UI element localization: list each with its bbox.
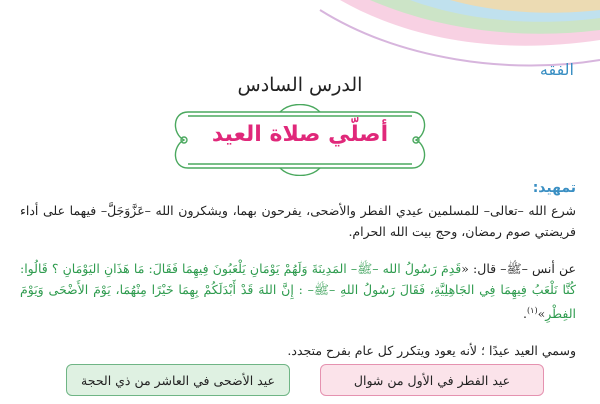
footnote-mark: (١): [527, 306, 538, 315]
hadith-paragraph: عن أنس –ﷺ– قال: «قَدِمَ رَسُولُ الله –ﷺ– المَدِينَةَ وَلَهُمْ يَوْمَانِ يَلْعَبُونَ فِيهِمَا فَقَالَ: مَا هَذَانِ اليَوْمَانِ ؟ قَالُوا: كُنَّا نَلْعَبُ فِيهِمَا فِي الجَاهِلِيَّةِ، فَقَالَ رَسُولُ اللهِ –ﷺ– : إِنَّ اللهَ قَدْ أَبْدَلَكُمْ بِهِمَا خَيْرًا مِنْهُمَا، يَوْمَ الأَضْحَى وَيَوْمَ الفِطْرِ»$^{(١)}$.: [20, 261, 577, 322]
eid-adha-label: عيد الأضحى في العاشر من ذي الحجة: [81, 372, 275, 388]
intro-heading: تمهيد:: [532, 180, 576, 196]
eid-meaning-paragraph: وسمي العيد عيدًا ؛ لأنه يعود ويتكرر كل عام بفرح متجدد.: [287, 343, 576, 358]
hadith-text: قَدِمَ رَسُولُ الله –ﷺ– المَدِينَةَ وَلَهُمْ يَوْمَانِ يَلْعَبُونَ فِيهِمَا فَقَالَ: مَا هَذَانِ اليَوْمَانِ ؟ قَالُوا: كُنَّا نَلْعَبُ فِيهِمَا فِي الجَاهِلِيَّةِ، فَقَالَ رَسُولُ اللهِ –ﷺ– : إِنَّ اللهَ قَدْ أَبْدَلَكُمْ بِهِمَا خَيْرًا مِنْهُمَا، يَوْمَ الأَضْحَى وَيَوْمَ الفِطْرِ: [20, 261, 577, 322]
eid-fitr-box: [320, 364, 544, 396]
lesson-number: الدرس السادس: [237, 74, 363, 96]
subject-label: الفقه: [539, 60, 574, 79]
hadith-close: »: [537, 306, 546, 322]
intro-paragraph: شرع الله –تعالى– للمسلمين عيدي الفطر والأضحى، يفرحون بهما، ويشكرون الله –عَزَّوَجَلَّ– فيهما على أداء فريضتي صوم رمضان، وحج بيت الله الحرام.: [20, 203, 576, 239]
eid-fitr-label: عيد الفطر في الأول من شوال: [353, 372, 511, 388]
eid-adha-box: [66, 364, 290, 396]
hadith-narrator: عن أنس –ﷺ– قال: «: [461, 261, 576, 276]
lesson-title: أصلّي صلاة العيد: [211, 122, 389, 147]
